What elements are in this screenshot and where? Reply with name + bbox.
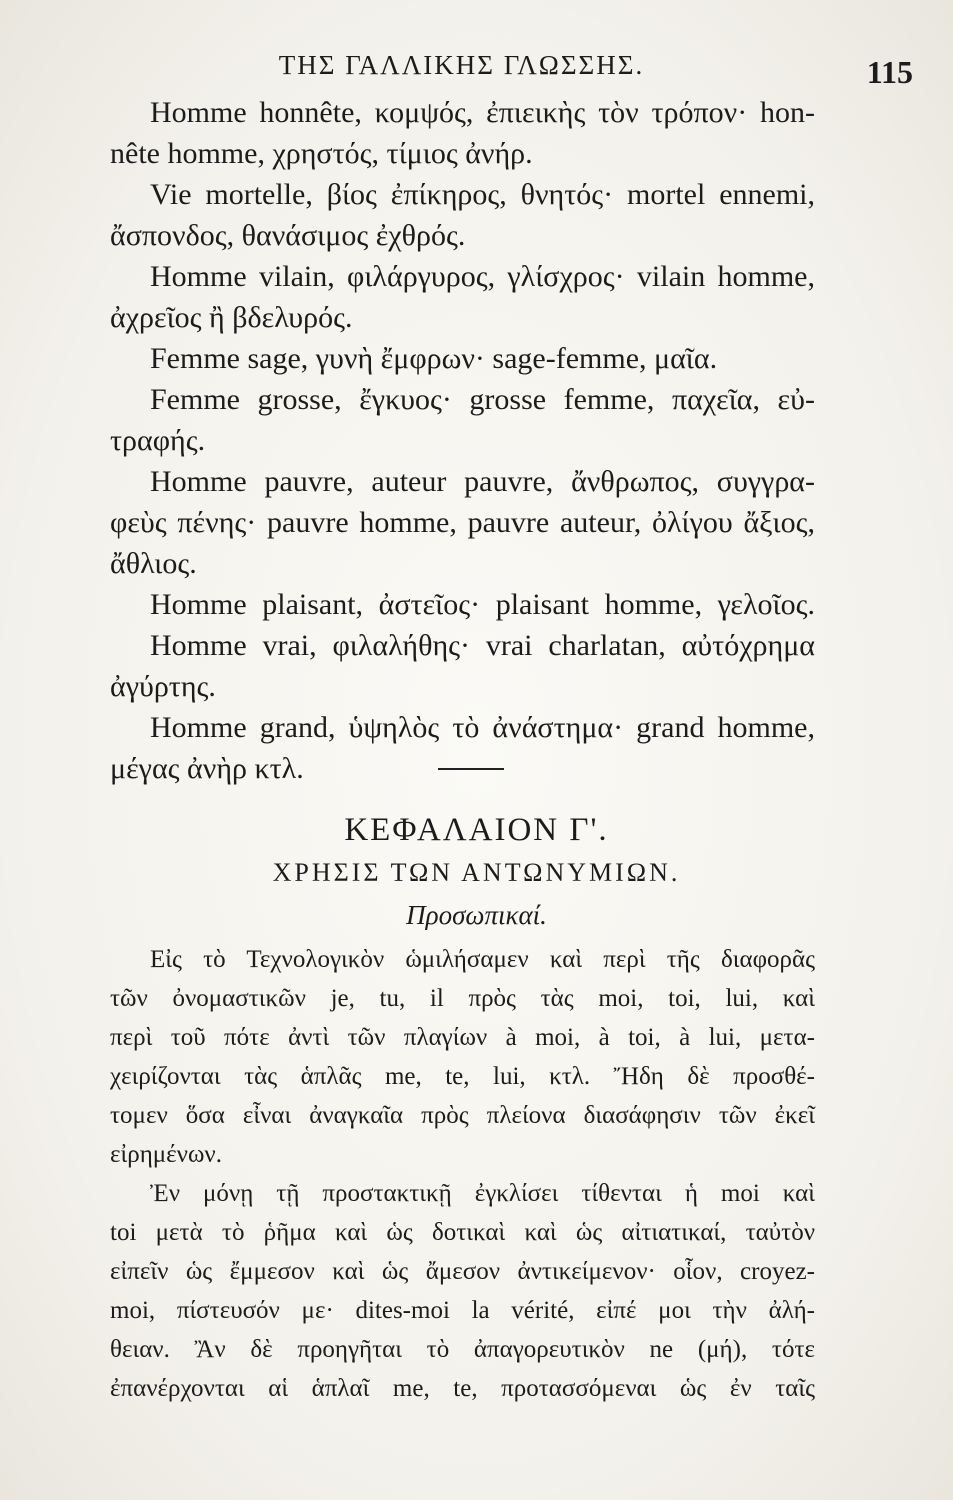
text-line: Homme vilain, φιλάργυρος, γλίσχρος· vilain homme, <box>150 260 815 293</box>
text-line: moi, πίστευσόν με· dites-moi la vérité, εἰπέ μοι τὴν ἀλή- <box>110 1297 815 1324</box>
lower-text-block <box>110 940 815 1408</box>
section-title: Προσωπικαί. <box>406 900 547 930</box>
text-line: χειρίζονται τὰς ἁπλᾶς me, te, lui, κτλ. Ἤδη δὲ προσθέ- <box>110 1063 815 1090</box>
text-line: ἄθλιος. <box>110 547 197 580</box>
text-line: ἐπανέρχονται αἱ ἁπλαῖ me, te, προτασσόμεναι ὡς ἐν ταῖς <box>110 1375 815 1402</box>
text-line: εἰπεῖν ὡς ἔμμεσον καὶ ὡς ἄμεσον ἀντικείμενον· οἷον, croyez- <box>110 1258 815 1285</box>
text-line: Homme honnête, κομψός, ἐπιεικὴς τὸν τρόπον· hon- <box>150 96 815 129</box>
text-line: Vie mortelle, βίος ἐπίκηρος, θνητός· mortel ennemi, <box>150 178 815 211</box>
section-separator-rule <box>438 768 504 770</box>
text-line: ἀχρεῖος ἢ βδελυρός. <box>110 301 353 334</box>
chapter-subheading: ΧΡΗΣΙΣ ΤΩΝ ΑΝΤΩΝΥΜΙΩΝ. <box>272 858 681 887</box>
chapter-heading: ΚΕΦΑΛΑΙΟΝ Γ'. <box>344 812 609 848</box>
text-line: Homme vrai, φιλαλήθης· vrai charlatan, αὐτόχρημα <box>150 629 815 662</box>
text-line: Femme grosse, ἔγκυος· grosse femme, παχεῖα, εὐ- <box>150 383 815 416</box>
text-line: τραφής. <box>110 424 206 457</box>
text-line: ἄσπονδος, θανάσιμος ἐχθρός. <box>110 219 466 252</box>
text-line: τομεν ὅσα εἶναι ἀναγκαῖα πρὸς πλείονα διασάφησιν τῶν ἐκεῖ <box>110 1102 815 1129</box>
page-number: 115 <box>866 54 913 90</box>
text-line: φεὺς πένης· pauvre homme, pauvre auteur, ὀλίγου ἄξιος, <box>110 506 815 539</box>
text-line: Εἰς τὸ Τεχνολογικὸν ὡμιλήσαμεν καὶ περὶ τῆς διαφορᾶς <box>150 946 815 973</box>
text-line: Homme plaisant, ἀστεῖος· plaisant homme, γελοῖος. <box>150 588 815 621</box>
text-line: toi μετὰ τὸ ῥῆμα καὶ ὡς δοτικαὶ καὶ ὡς αἰτιατικαί, ταὐτὸν <box>110 1219 815 1246</box>
text-line: ἀγύρτης. <box>110 670 216 703</box>
text-line: Ἐν μόνῃ τῇ προστακτικῇ ἐγκλίσει τίθενται ἡ moi καὶ <box>150 1180 815 1207</box>
text-line: Homme grand, ὑψηλὸς τὸ ἀνάστημα· grand homme, <box>150 711 815 744</box>
running-title: ΤΗΣ ΓΑΛΛΙΚΗΣ ΓΛΩΣΣΗΣ. <box>278 50 645 80</box>
text-line: θειαν. Ἂν δὲ προηγῆται τὸ ἀπαγορευτικὸν ne (μή), τότε <box>110 1336 815 1363</box>
text-line: περὶ τοῦ πότε ἀντὶ τῶν πλαγίων à moi, à toi, à lui, μετα- <box>110 1024 815 1051</box>
upper-text-block <box>110 92 815 789</box>
text-line: εἰρημένων. <box>110 1141 222 1168</box>
text-line: nête homme, χρηστός, τίμιος ἀνήρ. <box>110 137 533 170</box>
text-line: Femme sage, γυνὴ ἔμφρων· sage-femme, μαῖα. <box>150 342 718 375</box>
text-line: Homme pauvre, auteur pauvre, ἄνθρωπος, συγγρα- <box>150 465 815 498</box>
text-line: τῶν ὀνομαστικῶν je, tu, il πρὸς τὰς moi, toi, lui, καὶ <box>110 985 815 1012</box>
running-head <box>110 50 913 90</box>
text-line: μέγας ἀνὴρ κτλ. <box>110 752 304 785</box>
